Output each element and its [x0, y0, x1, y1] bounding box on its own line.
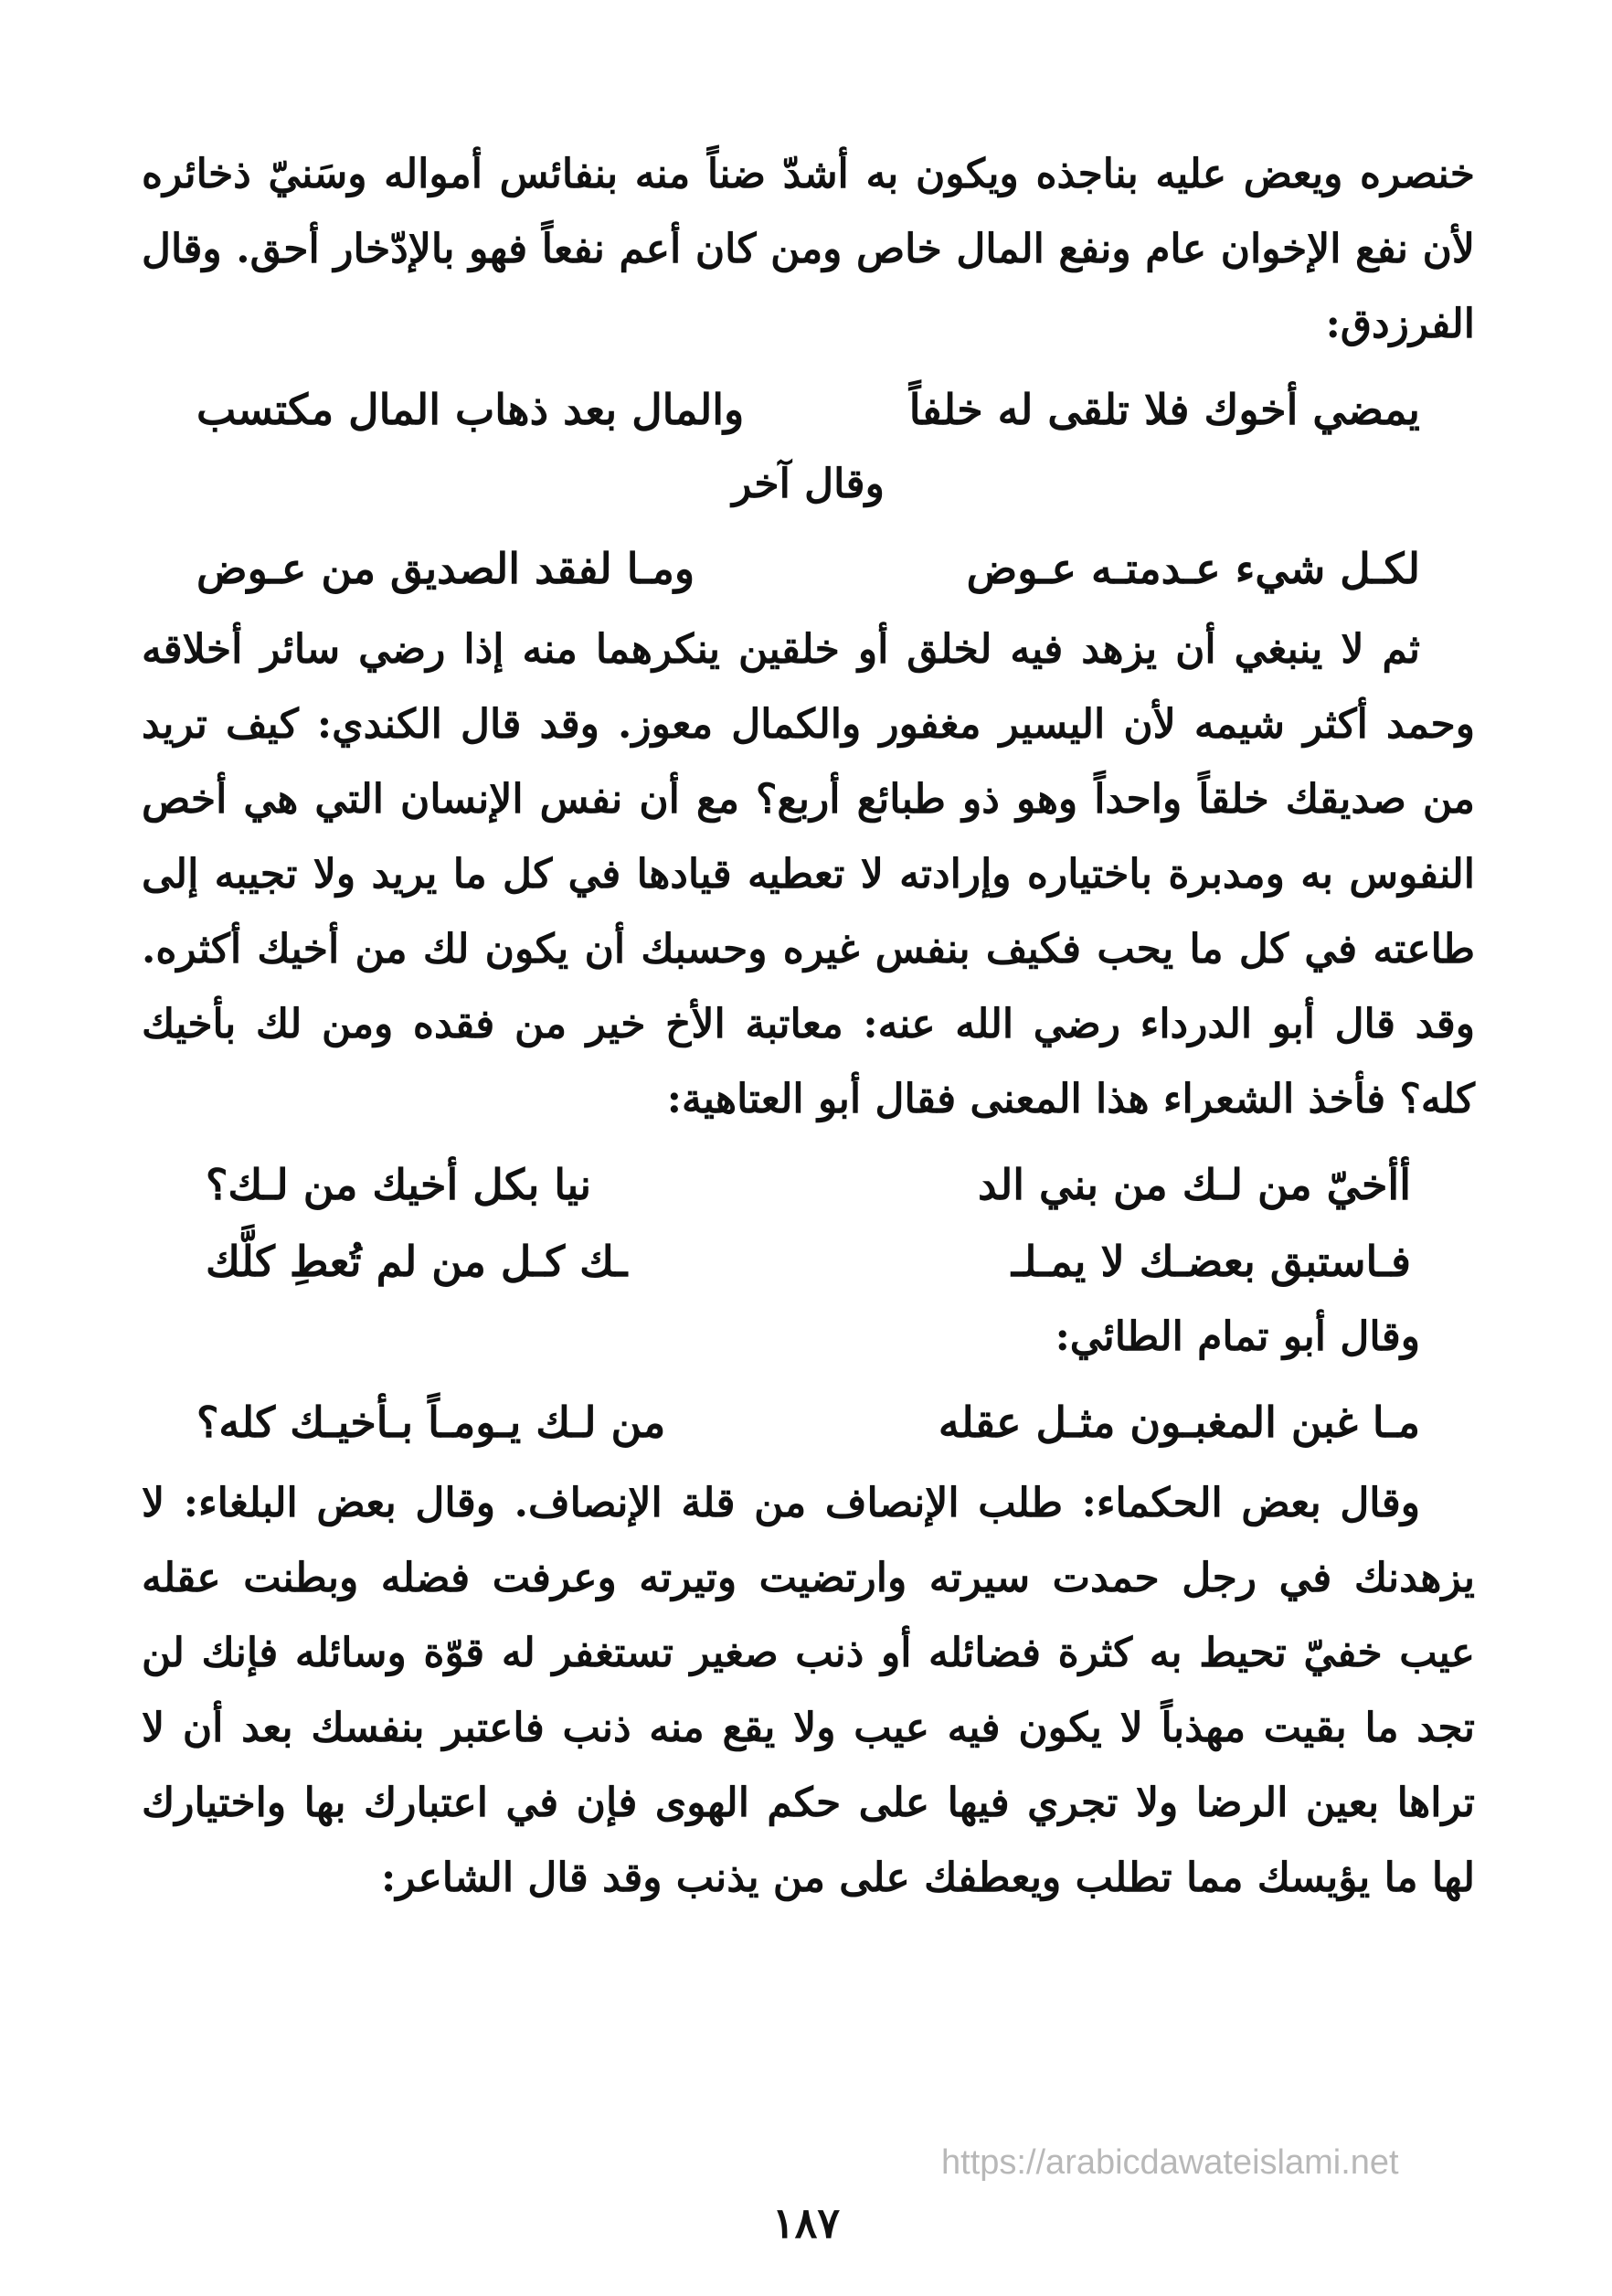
verse-line-2 [142, 530, 1475, 607]
watermark-url: https://arabicdawateislami.net [941, 2143, 1399, 2182]
verse-line-1 [142, 371, 1475, 448]
verse-4-first-hemistich: فـاستبق بعضـك لا يمـلـ [1011, 1237, 1411, 1286]
prose-top [142, 137, 1475, 362]
verse-farazdaq [142, 371, 1475, 521]
verse-line-4 [142, 1223, 1475, 1300]
verse-2-first-hemistich: لكـل شيء عـدمتـه عـوض [966, 544, 1420, 593]
verse-intro-another: وقال آخر [732, 461, 885, 507]
verse-5-first-hemistich: مـا غبن المغبـون مثـل عقله [938, 1398, 1420, 1447]
verse-4-second-hemistich: ـك كـل من لم تُعطِ كلَّك [206, 1237, 628, 1286]
verse-3-first-hemistich: أأخيّ من لـك من بني الد [978, 1160, 1411, 1209]
prose-bottom [142, 1466, 1475, 1916]
verse-2-second-hemistich: ومـا لفقد الصديق من عـوض [196, 544, 695, 593]
page-number: ١٨٧ [771, 2198, 841, 2248]
verse-another [142, 530, 1475, 607]
verse-1-first-hemistich: يمضي أخوك فلا تلقى له خلفاً [908, 385, 1420, 434]
page-footer [0, 2143, 1612, 2253]
verse-abu-tammam [142, 1384, 1475, 1461]
verse-line-3 [142, 1146, 1475, 1223]
paragraph-3: وقال بعض الحكماء: طلب الإنصاف من قلة الإنصاف. وقال بعض البلغاء: لا يزهدنك في رجل حمدت سيرته وارتضيت وتيرته وعرفت فضله وبطنت عقله عيب خفيّ تحيط به كثرة فضائله أو ذنب صغير تستغفر له قوّة وسائله فإنك لن تجد ما بقيت مهذباً لا يكون فيه عيب ولا يقع منه ذنب فاعتبر بنفسك بعد أن لا تراها بعين الرضا ولا تجري فيها على حكم الهوى فإن في اعتبارك بها واختيارك لها ما يؤيسك مما تطلب ويعطفك على من يذنب وقد قال الشاعر: [142, 1480, 1475, 1901]
prose-middle [142, 612, 1475, 1137]
verse-line-5 [142, 1384, 1475, 1461]
paragraph-2: ثم لا ينبغي أن يزهد فيه لخلق أو خلقين ينكرهما منه إذا رضي سائر أخلاقه وحمد أكثر شيمه لأن اليسير مغفور والكمال معوز. وقد قال الكندي: كيف تريد من صديقك خلقاً واحداً وهو ذو طبائع أربع؟ مع أن نفس الإنسان التي هي أخص النفوس به ومدبرة باختياره وإرادته لا تعطيه قيادها في كل ما يريد ولا تجيبه إلى طاعته في كل ما يحب فكيف بنفس غيره وحسبك أن يكون لك من أخيك أكثره. وقد قال أبو الدرداء رضي الله عنه: معاتبة الأخ خير من فقده ومن لك بأخيك كله؟ فأخذ الشعراء هذا المعنى فقال أبو العتاهية: [142, 626, 1475, 1122]
verse-intro-abu-tammam: وقال أبو تمام الطائي: [1055, 1313, 1420, 1360]
verse-5-second-hemistich: من لـك يـومـاً بـأخيـك كله؟ [196, 1398, 666, 1447]
verse-abu-al-atahiya [142, 1146, 1475, 1375]
verse-3-second-hemistich: نيا بكل أخيك من لـك؟ [206, 1160, 591, 1209]
paragraph-1: خنصره ويعض عليه بناجذه ويكون به أشدّ ضناً منه بنفائس أمواله وسَنيّ ذخائره لأن نفع الإخوان عام ونفع المال خاص ومن كان أعم نفعاً فهو بالإدّخار أحق. وقال الفرزدق: [142, 151, 1476, 347]
verse-1-second-hemistich: والمال بعد ذهاب المال مكتسب [196, 385, 745, 434]
